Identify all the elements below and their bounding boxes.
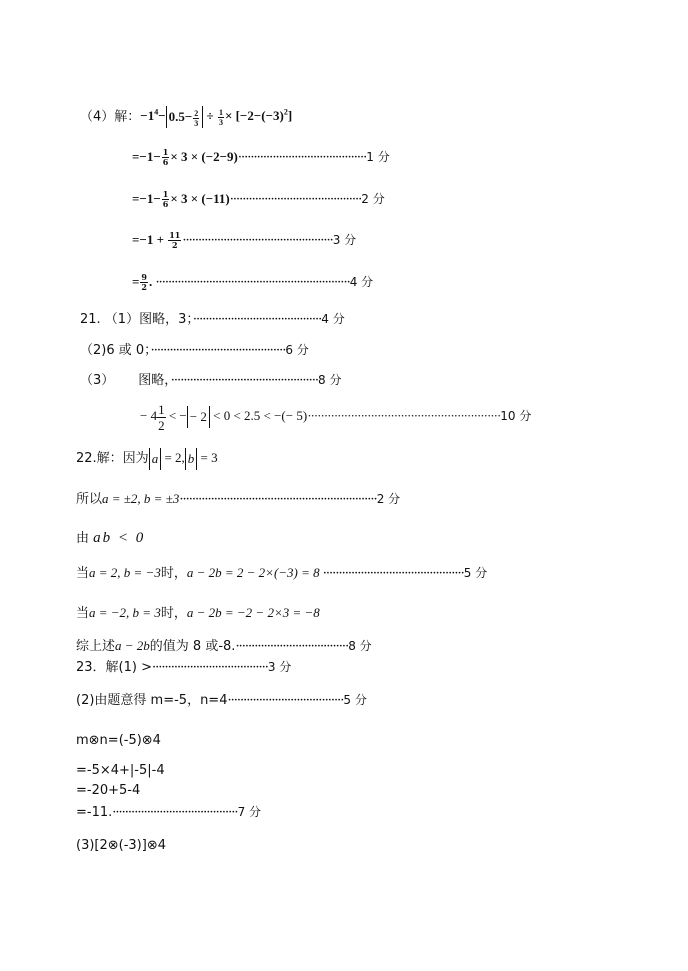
q20-4-step2-score: 2 分 [361, 192, 385, 206]
q23-line2: =-5×4+|-5|-4 [76, 763, 165, 778]
q20-4-step4-score: 4 分 [349, 275, 374, 289]
q21-part3: （3） 图略，···············································8 分 [80, 373, 342, 388]
q23-part3: (3)[2⊗(-3)]⊗4 [76, 838, 166, 853]
q23-line4: =-11.········································7 分 [76, 805, 262, 820]
q20-4-header [80, 103, 292, 128]
q22-case1: 当a = 2, b = −3时，a − 2b = 2 − 2×(−3) = 8 ·············································5 分 [76, 565, 488, 581]
q20-4-step4: = $\frac{9}{2}$ . ······························································4 分 [132, 272, 374, 292]
q22-by: 由 ab < 0 [76, 530, 146, 546]
q22-case2: 当a = −2, b = 3时，a − 2b = −2 − 2×3 = −8 [76, 605, 320, 621]
q22-so: 所以a = ±2, b = ±3·······························································2 分 [76, 491, 401, 507]
q20-4-step2: =−1− $\frac{1}{6}$ × 3 × (−11)··········································2 分 [132, 189, 385, 209]
q20-4-step1: =−1− $\frac{1}{6}$ × 3 × (−2−9)·········································1 分 [132, 147, 390, 167]
q23-part1: 23．解(1) >·····································3 分 [76, 660, 292, 675]
q23-part2: (2)由题意得 m=-5，n=4·····································5 分 [76, 693, 367, 708]
q21-part1: 21. （1）图略，3；·········································4 分 [80, 312, 345, 327]
q22-intro: 22.解：因为 a = 2, b = 3 [76, 446, 218, 471]
q23-line3: =-20+5-4 [76, 783, 141, 798]
q22-summary: 综上述a − 2b的值为 8 或-8.····································8 分 [76, 638, 372, 654]
q20-4-label: （4）解： [80, 109, 141, 125]
q20-4-step1-score: 1 分 [366, 150, 390, 164]
q20-4-expr: $-1^4- 0.5-$ $\frac{2}{3}$ ÷ $\frac{1}{3}$ × $[-2-(-3)^2]$ [140, 107, 293, 128]
q23-line1: m⊗n=(-5)⊗4 [76, 733, 161, 748]
q21-part2: （2)6 或 0；···········································6 分 [80, 343, 309, 358]
q20-4-step3-score: 3 分 [332, 233, 357, 247]
q21-inequality: − 4 $\frac{1}{2}$ < − − 2 < 0 < 2.5 < −(− 5)··························································10 分 [140, 401, 532, 433]
q20-4-step3: =−1 + $\frac{11}{2}$ ················································3 分 [132, 230, 357, 250]
